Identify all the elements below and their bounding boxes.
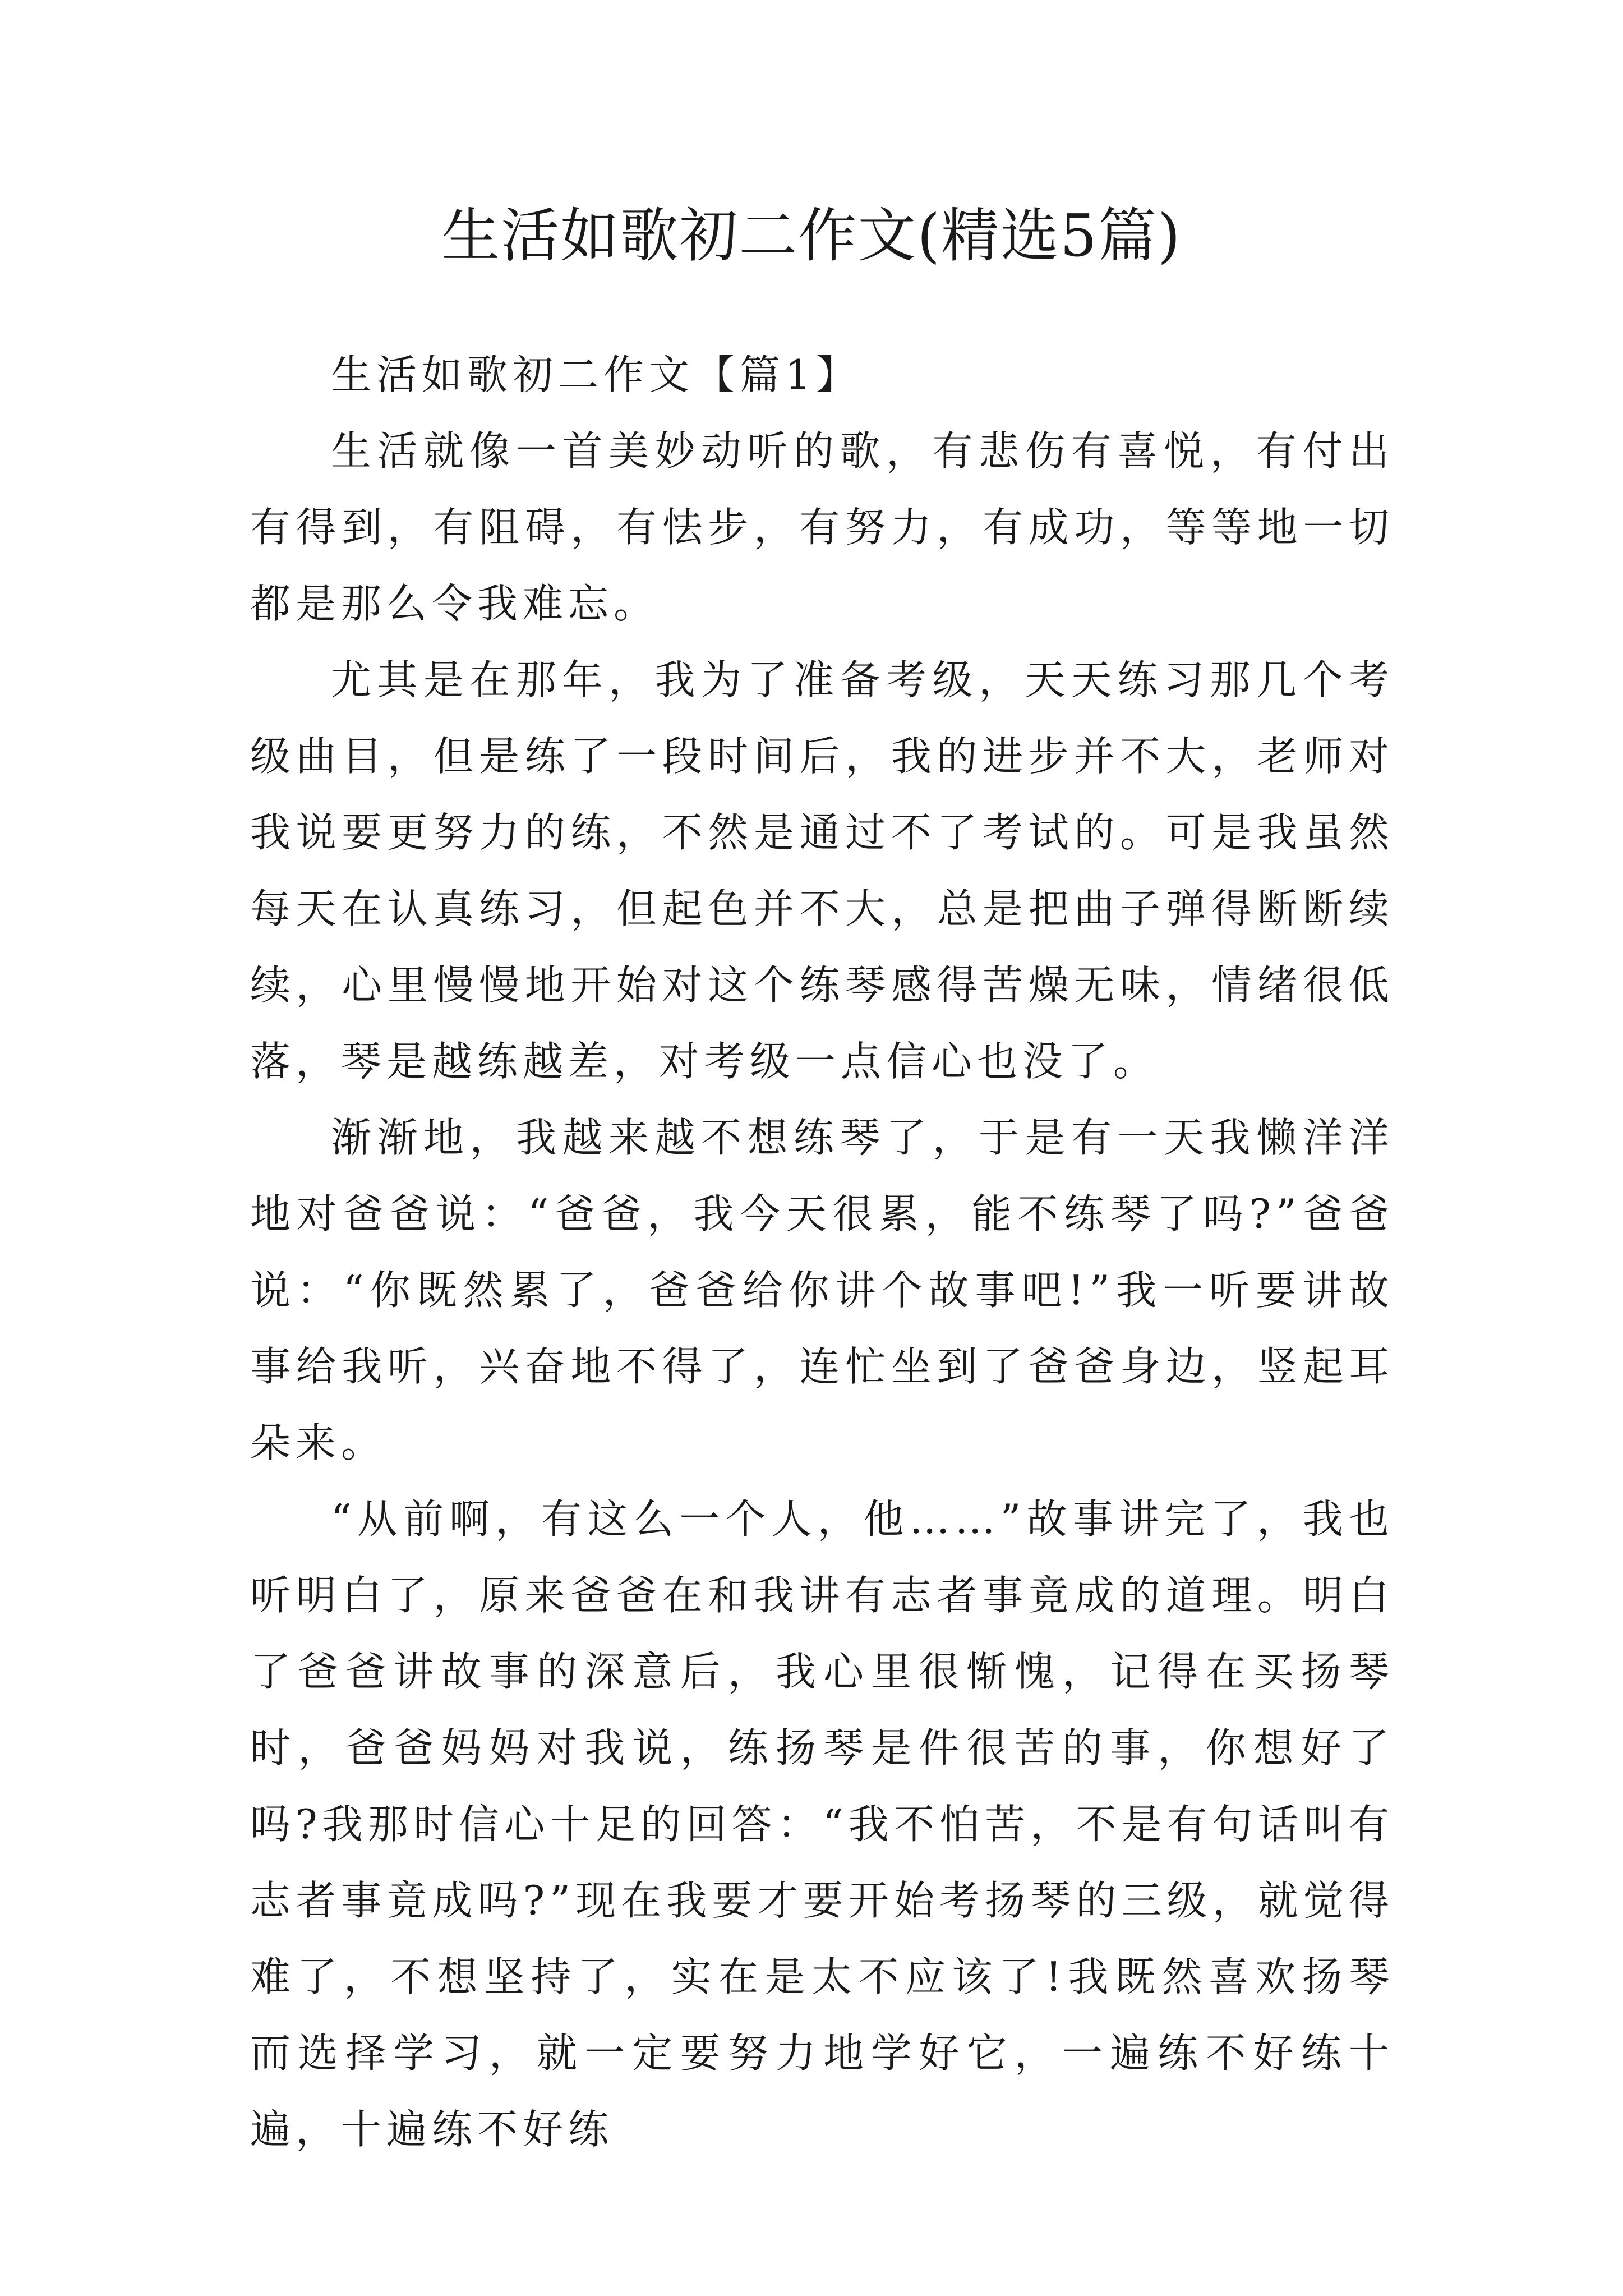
body-paragraph: “从前啊，有这么一个人，他……”故事讲完了，我也听明白了，原来爸爸在和我讲有志者事竟成的道理。明白了爸爸讲故事的深意后，我心里很惭愧，记得在买扬琴时，爸爸妈妈对我说，练扬琴是件很苦的事，你想好了吗?我那时信心十足的回答：“我不怕苦，不是有句话叫有志者事竟成吗?”现在我要才要开始考扬琴的三级，就觉得难了，不想坚持了，实在是太不应该了!我既然喜欢扬琴而选择学习，就一定要努力地学好它，一遍练不好练十遍，十遍练不好练: [250, 1496, 1394, 2153]
body-paragraph: 尤其是在那年，我为了准备考级，天天练习那几个考级曲目，但是练了一段时间后，我的进步并不大，老师对我说要更努力的练，不然是通过不了考试的。可是我虽然每天在认真练习，但起色并不大，总是把曲子弹得断断续续，心里慢慢地开始对这个练琴感得苦燥无味，情绪很低落，琴是越练越差，对考级一点信心也没了。: [250, 656, 1394, 1085]
document-body: [250, 337, 1394, 2168]
section-heading: 生活如歌初二作文【篇1】: [331, 351, 861, 398]
body-paragraph: 生活就像一首美妙动听的歌，有悲伤有喜悦，有付出有得到，有阻碍，有怯步，有努力，有成功，等等地一切都是那么令我难忘。: [250, 427, 1394, 627]
body-paragraph: 渐渐地，我越来越不想练琴了，于是有一天我懒洋洋地对爸爸说：“爸爸，我今天很累，能不练琴了吗?”爸爸说：“你既然累了，爸爸给你讲个故事吧!”我一听要讲故事给我听，兴奋地不得了，连忙坐到了爸爸身边，竖起耳朵来。: [250, 1114, 1394, 1466]
document-title: 生活如歌初二作文(精选5篇): [441, 201, 1182, 270]
